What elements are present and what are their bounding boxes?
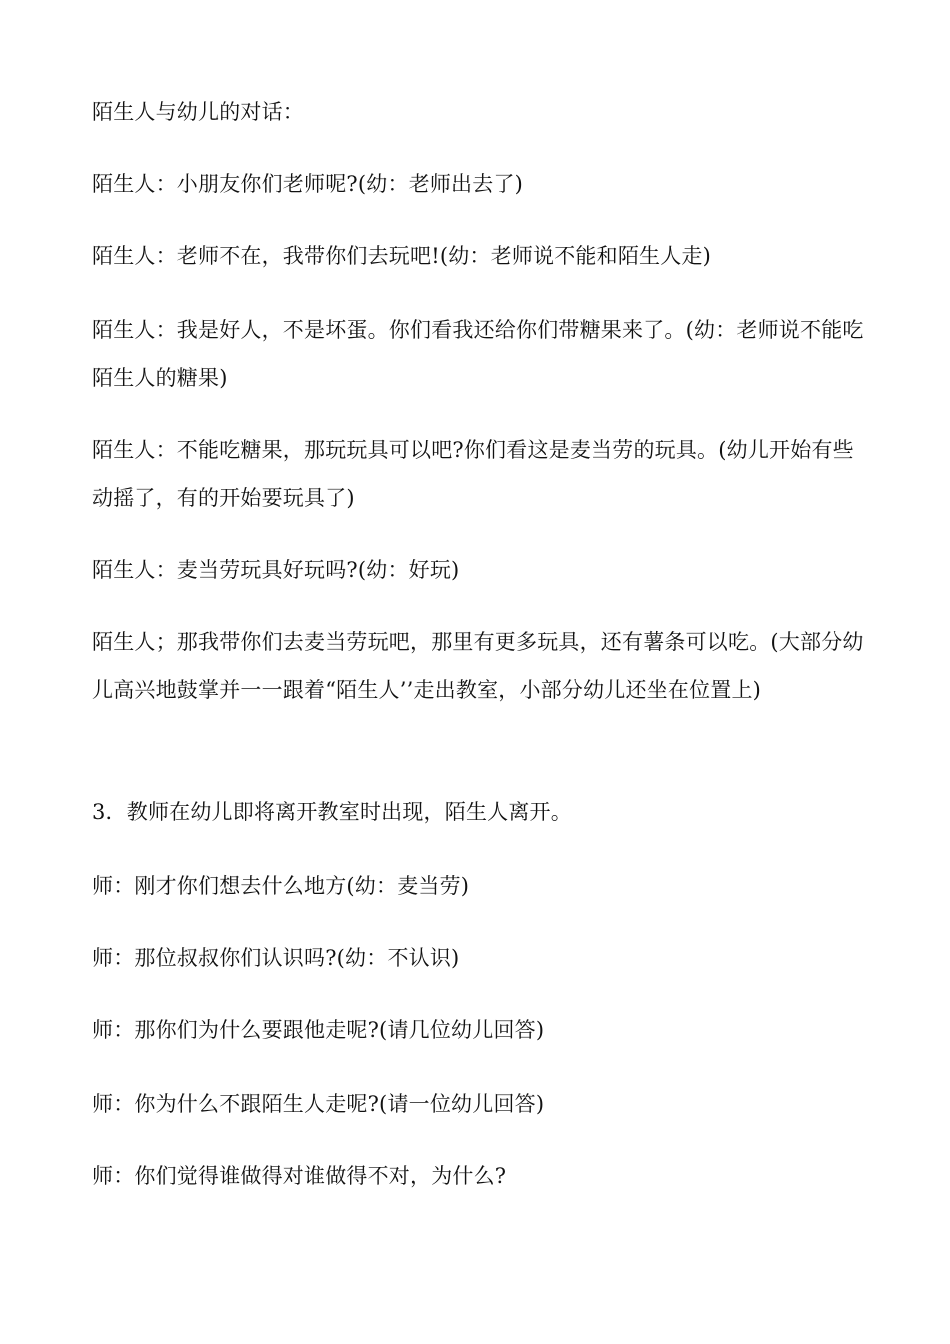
dialogue-line: 陌生人：老师不在，我带你们去玩吧!(幼：老师说不能和陌生人走) [92, 244, 712, 268]
dialogue-line: 陌生人：麦当劳玩具好玩吗?(幼：好玩) [92, 558, 460, 582]
dialogue-line: 师：那位叔叔你们认识吗?(幼：不认识) [92, 946, 460, 970]
dialogue-line: 师：你为什么不跟陌生人走呢?(请一位幼儿回答) [92, 1092, 545, 1116]
dialogue-heading: 陌生人与幼儿的对话： [92, 100, 304, 124]
dialogue-line: 陌生人；那我带你们去麦当劳玩吧，那里有更多玩具，还有薯条可以吃。(大部分幼儿高兴地鼓掌并一一跟着“陌生人’’走出教室，小部分幼儿还坐在位置上) [92, 630, 864, 702]
dialogue-line: 陌生人：小朋友你们老师呢?(幼：老师出去了) [92, 172, 524, 196]
step-heading: 3．教师在幼儿即将离开教室时出现，陌生人离开。 [92, 800, 572, 824]
dialogue-line: 陌生人：不能吃糖果，那玩玩具可以吧?你们看这是麦当劳的玩具。(幼儿开始有些动摇了，有的开始要玩具了) [92, 438, 854, 510]
dialogue-line: 师：你们觉得谁做得对谁做得不对，为什么? [92, 1164, 507, 1188]
dialogue-line: 师：那你们为什么要跟他走呢?(请几位幼儿回答) [92, 1018, 545, 1042]
dialogue-line: 陌生人：我是好人，不是坏蛋。你们看我还给你们带糖果来了。(幼：老师说不能吃陌生人的糖果) [92, 318, 864, 390]
dialogue-line: 师：刚才你们想去什么地方(幼：麦当劳) [92, 874, 470, 898]
